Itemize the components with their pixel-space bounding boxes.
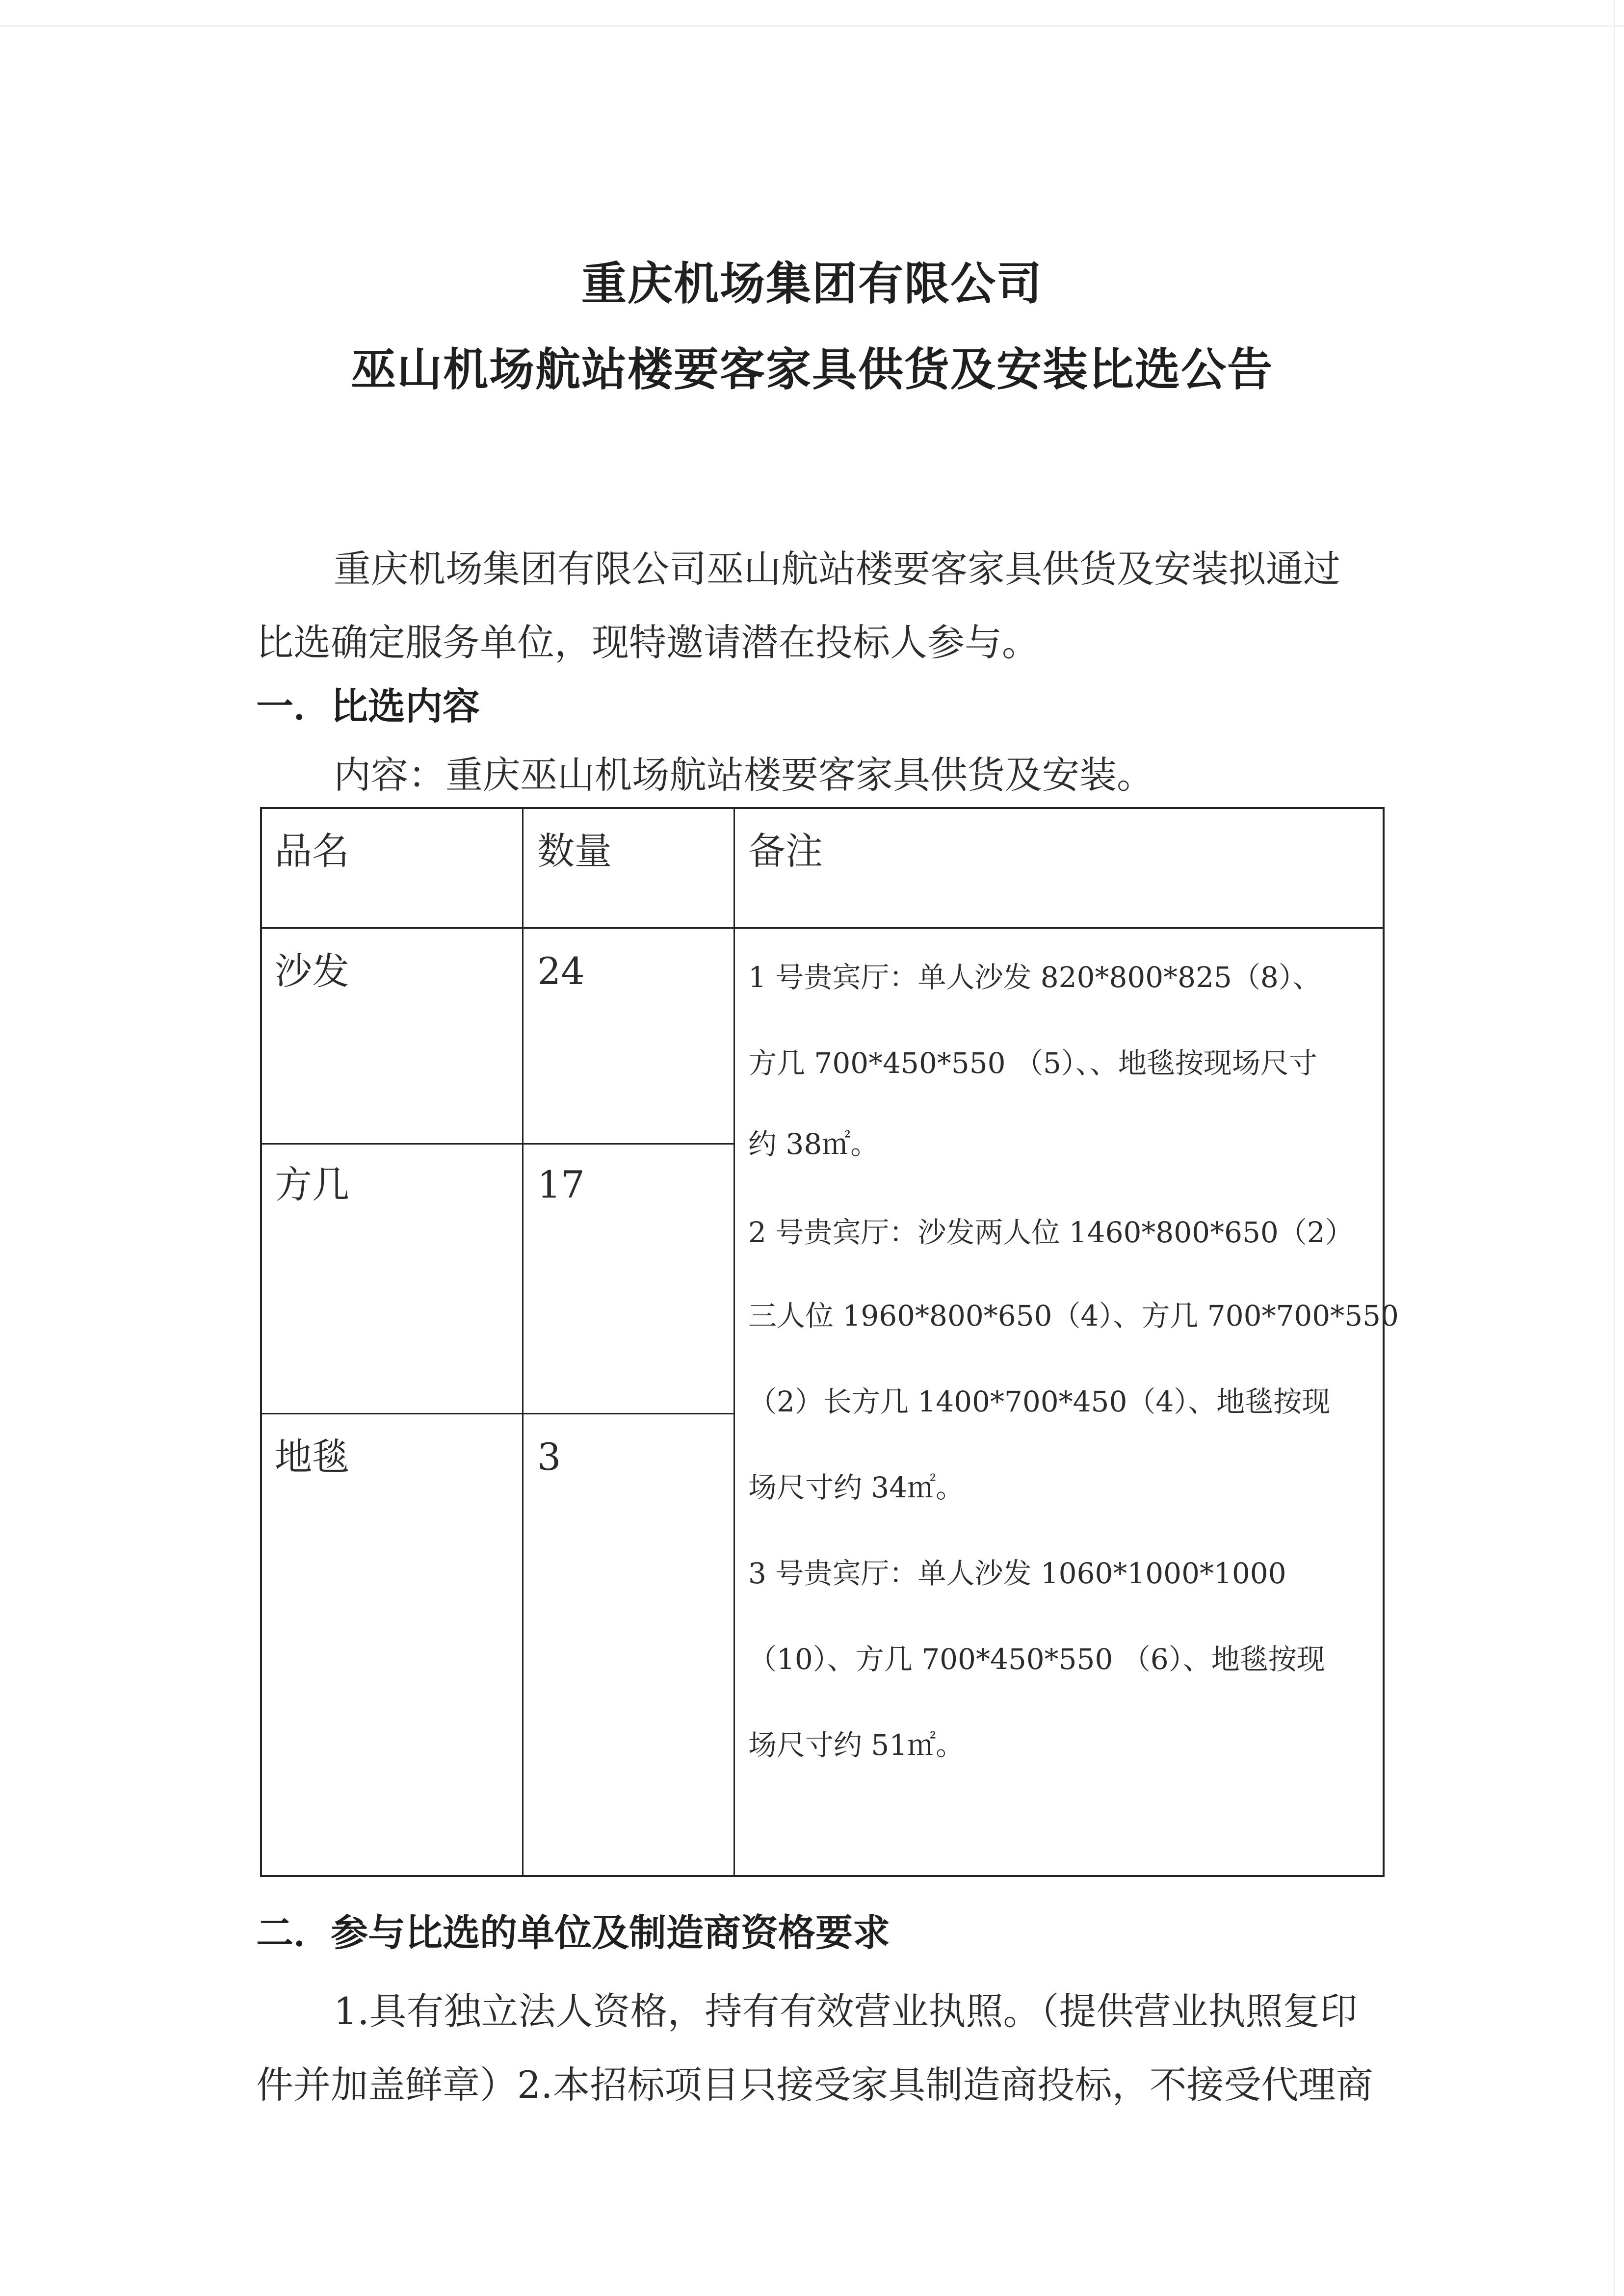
table-border-left	[260, 807, 262, 1877]
table-border-right	[1383, 807, 1385, 1877]
table-note-line: 1 号贵宾厅：单人沙发 820*800*825（8）、	[748, 961, 1321, 994]
table-border-top	[260, 807, 1385, 809]
table-row-1-qty: 24	[537, 949, 585, 993]
section-2-line-1: 1.具有独立法人资格，持有有效营业执照。（提供营业执照复印	[334, 1989, 1358, 2033]
title-line-2: 巫山机场航站楼要客家具供货及安装比选公告	[350, 343, 1273, 396]
table-header-divider	[260, 927, 1385, 929]
table-row-1-name: 沙发	[275, 949, 349, 993]
intro-line-1: 重庆机场集团有限公司巫山航站楼要客家具供货及安装拟通过	[334, 547, 1340, 591]
table-note-line: （10）、方几 700*450*550 （6）、地毯按现	[748, 1643, 1325, 1676]
table-note-line: 方几 700*450*550 （5）、、地毯按现场尺寸	[748, 1046, 1317, 1080]
title-line-1: 重庆机场集团有限公司	[581, 258, 1043, 310]
table-note-line: （2）长方几 1400*700*450（4）、地毯按现	[748, 1385, 1331, 1418]
section-1-heading: 一．比选内容	[256, 684, 480, 728]
section-1-content: 内容：重庆巫山机场航站楼要客家具供货及安装。	[334, 753, 1154, 797]
table-note-line: 2 号贵宾厅：沙发两人位 1460*800*650（2）	[748, 1216, 1354, 1249]
table-row-2-qty: 17	[537, 1163, 585, 1206]
table-row-3-name: 地毯	[275, 1435, 349, 1479]
table-col-divider-1	[522, 807, 524, 1877]
table-header-name: 品名	[275, 829, 349, 873]
table-row-divider-1	[260, 1143, 735, 1145]
table-header-note: 备注	[748, 829, 823, 873]
table-header-qty: 数量	[537, 829, 612, 873]
table-row-2-name: 方几	[275, 1163, 349, 1206]
section-2-heading: 二．参与比选的单位及制造商资格要求	[256, 1911, 890, 1955]
intro-line-2: 比选确定服务单位，现特邀请潜在投标人参与。	[256, 621, 1039, 664]
table-note-line: 场尺寸约 34㎡。	[748, 1471, 965, 1504]
table-note-line: 约 38㎡。	[748, 1127, 879, 1161]
table-row-divider-2	[260, 1413, 735, 1414]
table-col-divider-2	[733, 807, 735, 1877]
table-row-3-qty: 3	[537, 1435, 561, 1479]
table-note-line: 3 号贵宾厅：单人沙发 1060*1000*1000	[748, 1557, 1286, 1590]
section-2-line-2: 件并加盖鲜章）2.本招标项目只接受家具制造商投标，不接受代理商	[256, 2063, 1373, 2107]
table-note-line: 场尺寸约 51㎡。	[748, 1728, 965, 1762]
table-border-bottom	[260, 1875, 1385, 1877]
table-note-line: 三人位 1960*800*650（4）、方几 700*700*550	[748, 1299, 1399, 1332]
